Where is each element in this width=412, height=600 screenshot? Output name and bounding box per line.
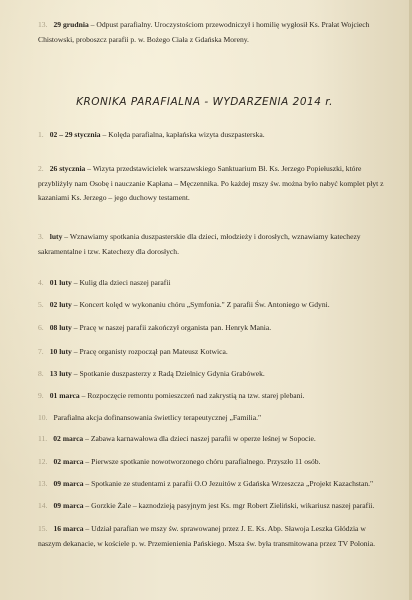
list-item (38, 298, 387, 313)
entry-date: 01 luty (49, 278, 72, 287)
entry-text: – Pierwsze spotkanie nowotworzonego chóru parafialnego. Przyszło 11 osób. (83, 457, 321, 466)
entry-number: 7. (38, 347, 44, 356)
entry-text: – Spotkanie ze studentami z parafii O.O Jezuitów z Gdańska Wrzeszcza „Projekt Kazachstan." (83, 479, 374, 488)
list-item (38, 522, 387, 551)
entry-date: 16 marca (53, 524, 84, 533)
entry-date: 26 stycznia (49, 164, 86, 173)
entry-number: 12. (38, 457, 48, 466)
entry-number: 4. (38, 278, 44, 287)
entry-number: 11. (38, 434, 48, 443)
entry-number: 9. (38, 391, 44, 400)
entry-date: luty (49, 232, 63, 241)
entry-number: 13. (38, 20, 48, 29)
entry-date: 09 marca (53, 501, 84, 510)
entry-date: 02 marca (53, 457, 84, 466)
list-item (38, 345, 387, 360)
entry-text: – Zabawa karnawałowa dla dzieci naszej parafii w operze leśnej w Sopocie. (83, 434, 316, 443)
entry-text: – Kulig dla dzieci naszej parafii (71, 278, 171, 287)
list-item (38, 367, 387, 382)
entry-text: – Pracę w naszej parafii zakończył organista pan. Henryk Mania. (71, 323, 272, 332)
entry-number: 3. (38, 232, 44, 241)
entry-text: – Gorzkie Żale – kaznodzieją pasyjnym jest Ks. mgr Robert Zieliński, wikariusz naszej parafii. (83, 501, 375, 510)
entry-number: 5. (38, 300, 44, 309)
entry-date: 02 – 29 stycznia (49, 130, 101, 139)
list-item (38, 389, 387, 404)
entry-text: – Spotkanie duszpasterzy z Radą Dzielnicy Gdynia Grabówek. (71, 369, 265, 378)
entry-date: 09 marca (53, 479, 84, 488)
list-item (38, 411, 387, 426)
list-item (38, 321, 387, 336)
list-item (38, 499, 387, 514)
entry-text: – Rozpoczęcie remontu pomieszczeń nad zakrystią na tzw. starej plebani. (79, 391, 305, 400)
entry-text: – Pracę organisty rozpoczął pan Mateusz Kotwica. (71, 347, 228, 356)
list-item (38, 162, 387, 206)
entry-number: 10. (38, 413, 48, 422)
entry-date: 08 luty (49, 323, 72, 332)
entry-number: 13. (38, 479, 48, 488)
entry-text: Parafialna akcja dofinansowania świetlicy terapeutycznej „Familia." (53, 413, 262, 422)
entry-number: 14. (38, 501, 48, 510)
entry-date: 29 grudnia (53, 20, 89, 29)
list-item (38, 276, 387, 291)
page-title: KRONIKA PARAFIALNA - WYDARZENIA 2014 r. (76, 96, 333, 108)
intro-entry (38, 18, 387, 47)
list-item (38, 128, 387, 143)
entry-text: – Wizyta przedstawicielek warszawskiego Sanktuarium Bł. Ks. Jerzego Popiełuszki, które przybliżyły nam Osobę i nauczanie Kapłana – Męczennika. Po każdej mszy św. można było nabyć komplet płyt z kazaniami Ks. Jerzego – jego duchowy testament. (38, 164, 384, 202)
entry-number: 2. (38, 164, 44, 173)
entry-number: 8. (38, 369, 44, 378)
entry-date: 01 marca (49, 391, 80, 400)
entry-number: 1. (38, 130, 44, 139)
list-item (38, 477, 387, 492)
list-item (38, 432, 387, 447)
entry-text: – Udział parafian we mszy św. sprawowanej przez J. E. Ks. Abp. Sławoja Leszka Głódzia w naszym dekanacie, w kościele p. w. Przemienienia Pańskiego. Msza św. była transmitowana przez TV Polonia. (38, 524, 375, 548)
entry-date: 02 luty (49, 300, 72, 309)
entry-number: 6. (38, 323, 44, 332)
entry-date: 13 luty (49, 369, 72, 378)
entry-date: 02 marca (53, 434, 84, 443)
entry-text: – Kolęda parafialna, kapłańska wizyta duszpasterska. (100, 130, 265, 139)
list-item (38, 230, 387, 259)
entry-date: 10 luty (49, 347, 72, 356)
entry-text: – Koncert kolęd w wykonaniu chóru „Symfonia." Z parafii Św. Antoniego w Gdyni. (71, 300, 330, 309)
entry-text: – Odpust parafialny. Uroczystościom przewodniczył i homilię wygłosił Ks. Prałat Wojciech Chistowski, proboszcz parafii p. w. Bożego Ciała z Gdańska Moreny. (38, 20, 370, 44)
entry-text: – Wznawiamy spotkania duszpasterskie dla dzieci, młodzieży i dorosłych, wznawiamy katechezy sakramentalne i tzw. Katechezy dla dorosłych. (38, 232, 361, 256)
entry-number: 15. (38, 524, 48, 533)
list-item (38, 455, 387, 470)
